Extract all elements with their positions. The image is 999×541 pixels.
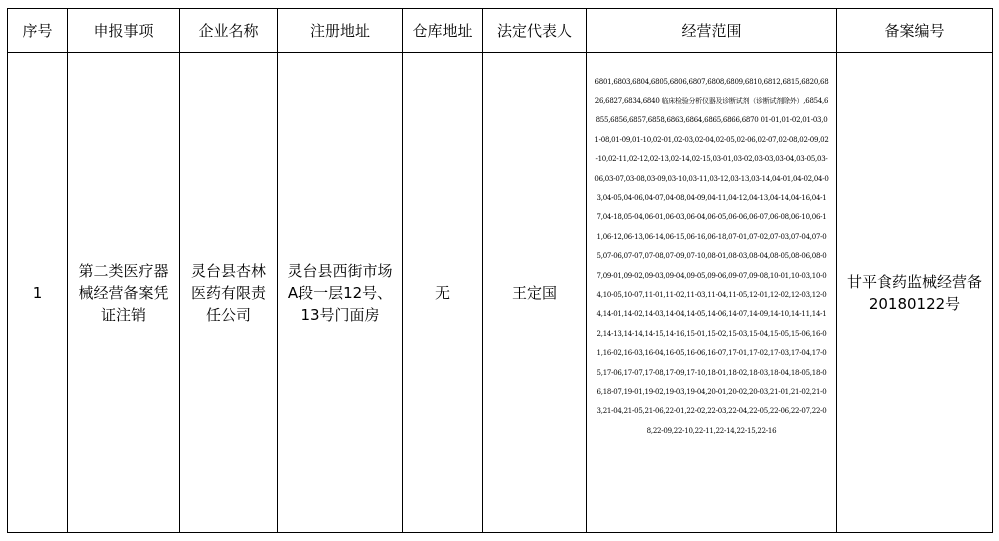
header-seq: 序号 [8, 9, 68, 53]
scope-value: 6801,6803,6804,6805,6806,6807,6808,6809,6810,6812,6815,6820,6826,6827,6834,6840 临床检验分析仪器及诊断试剂（诊断试剂除外）,6854,6855,6856,6857,6858,6863,6864,6865,6866,6870 01-01,01-02,01-03,01-08,01-09,01-10,02-01,02-03,02-04,02-05,02-06,02-07,02-08,02-09,02-10,02-11,02-12,02-13,02-14,02-15,03-01,03-02,03-03,03-04,03-05,03-06,03-07,03-08,03-09,03-10,03-11,03-12,03-13,03-14,04-01,04-02,04-03,04-05,04-06,04-07,04-08,04-09,04-11,04-12,04-13,04-14,04-16,04-17,04-18,05-04,06-01,06-03,06-04,06-05,06-06,06-07,06-08,06-10,06-11,06-12,06-13,06-14,06-15,06-16,06-18,07-01,07-02,07-03,07-04,07-05,07-06,07-07,07-08,07-09,07-10,08-01,08-03,08-04,08-05,08-06,08-07,09-01,09-02,09-03,09-04,09-05,09-06,09-07,09-08,10-01,10-03,10-04,10-05,10-07,11-01,11-02,11-03,11-04,11-05,12-01,12-02,12-03,12-04,14-01,14-02,14-03,14-04,14-05,14-06,14-07,14-09,14-10,14-11,14-12,14-13,14-14,14-15,14-16,15-01,15-02,15-03,15-04,15-05,15-06,16-01,16-02,16-03,16-04,16-05,16-06,16-07,17-01,17-02,17-03,17-04,17-05,17-06,17-07,17-08,17-09,17-10,18-01,18-02,18-03,18-04,18-05,18-06,18-07,19-01,19-02,19-03,19-04,20-01,20-02,20-03,21-01,21-02,21-03,21-04,21-05,21-06,22-01,22-02,22-03,22-04,22-05,22-06,22-07,22-08,22-09,22-10,22-11,22-14,22-15,22-16 [594, 77, 829, 435]
item-value: 第二类医疗器械经营备案凭证注销 [78, 261, 169, 324]
cell-record-no [837, 53, 993, 533]
record-no-value: 甘平食药监械经营备20180122号 [846, 272, 982, 313]
header-row [8, 9, 993, 53]
header-company: 企业名称 [180, 9, 278, 53]
header-legal-rep: 法定代表人 [483, 9, 587, 53]
cell-company [180, 53, 278, 533]
company-value: 灵台县杏林医药有限责任公司 [190, 261, 266, 324]
seq-value: 1 [32, 283, 43, 302]
cell-seq [8, 53, 68, 533]
header-reg-address: 注册地址 [278, 9, 403, 53]
legal-rep-value: 王定国 [511, 283, 557, 302]
record-table [7, 8, 993, 533]
cell-warehouse [403, 53, 483, 533]
header-scope: 经营范围 [587, 9, 837, 53]
cell-item [68, 53, 180, 533]
cell-legal-rep [483, 53, 587, 533]
header-item: 申报事项 [68, 9, 180, 53]
reg-address-value: 灵台县西街市场A段一层12号、13号门面房 [287, 261, 393, 324]
warehouse-value: 无 [434, 283, 450, 302]
cell-scope [587, 53, 837, 533]
header-record-no: 备案编号 [837, 9, 993, 53]
cell-reg-address [278, 53, 403, 533]
header-warehouse: 仓库地址 [403, 9, 483, 53]
table-row [8, 53, 993, 533]
